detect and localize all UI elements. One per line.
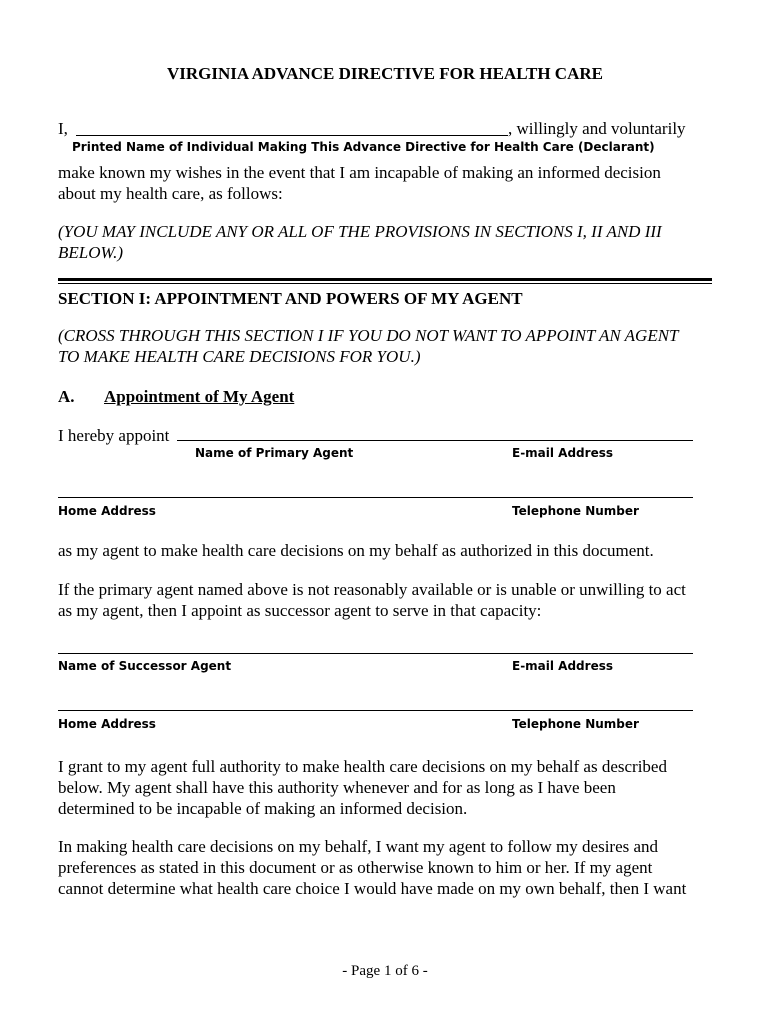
successor-agent-email-label: E-mail Address xyxy=(512,659,613,673)
appoint-text: I hereby appoint xyxy=(58,426,170,445)
primary-agent-email-label: E-mail Address xyxy=(512,446,613,460)
successor-agent-phone-label: Telephone Number xyxy=(512,717,639,731)
provisions-note-line-2: BELOW.) xyxy=(58,243,124,262)
intro-text-line-2: about my health care, as follows: xyxy=(58,184,283,203)
subsection-letter: A. xyxy=(58,387,75,406)
primary-agent-address-label: Home Address xyxy=(58,504,156,518)
successor-text-line-1: If the primary agent named above is not reasonably available or is unable or unwilling to act xyxy=(58,580,686,599)
provisions-note-line-1: (YOU MAY INCLUDE ANY OR ALL OF THE PROVISIONS IN SECTIONS I, II AND III xyxy=(58,222,662,241)
page-number: - Page 1 of 6 - xyxy=(342,963,428,979)
decisions-text-line-1: In making health care decisions on my behalf, I want my agent to follow my desires and xyxy=(58,837,659,856)
decisions-text-line-2: preferences as stated in this document or as otherwise known to him or her. If my agent xyxy=(58,858,653,877)
successor-agent-address-label: Home Address xyxy=(58,717,156,731)
successor-agent-address-field[interactable] xyxy=(58,710,693,711)
grant-text-line-1: I grant to my agent full authority to make health care decisions on my behalf as described xyxy=(58,757,667,776)
grant-text-line-2: below. My agent shall have this authority whenever and for as long as I have been xyxy=(58,778,616,797)
section-divider-thin xyxy=(58,283,712,284)
section-divider xyxy=(58,278,712,281)
declarant-suffix: , willingly and voluntarily xyxy=(508,119,686,138)
section-1-heading: SECTION I: APPOINTMENT AND POWERS OF MY AGENT xyxy=(58,289,523,308)
grant-text-line-3: determined to be incapable of making an informed decision. xyxy=(58,799,468,818)
agent-authority-text: as my agent to make health care decisions on my behalf as authorized in this document. xyxy=(58,541,654,560)
document-title: VIRGINIA ADVANCE DIRECTIVE FOR HEALTH CARE xyxy=(167,64,603,83)
subsection-title: Appointment of My Agent xyxy=(104,387,295,406)
successor-agent-name-label: Name of Successor Agent xyxy=(58,659,232,673)
primary-agent-name-label: Name of Primary Agent xyxy=(195,446,354,460)
primary-agent-phone-label: Telephone Number xyxy=(512,504,639,518)
declarant-prefix: I, xyxy=(58,119,68,138)
declarant-field-label: Printed Name of Individual Making This Advance Directive for Health Care (Declarant) xyxy=(72,140,655,154)
intro-text-line-1: make known my wishes in the event that I am incapable of making an informed decision xyxy=(58,163,661,182)
declarant-name-field[interactable] xyxy=(76,135,508,136)
primary-agent-address-field[interactable] xyxy=(58,497,693,498)
section-1-note-line-2: TO MAKE HEALTH CARE DECISIONS FOR YOU.) xyxy=(58,347,421,366)
successor-agent-name-field[interactable] xyxy=(58,653,693,654)
primary-agent-name-field[interactable] xyxy=(177,440,693,441)
successor-text-line-2: as my agent, then I appoint as successor agent to serve in that capacity: xyxy=(58,601,542,620)
section-1-note-line-1: (CROSS THROUGH THIS SECTION I IF YOU DO NOT WANT TO APPOINT AN AGENT xyxy=(58,326,679,345)
decisions-text-line-3: cannot determine what health care choice I would have made on my own behalf, then I want xyxy=(58,879,687,898)
